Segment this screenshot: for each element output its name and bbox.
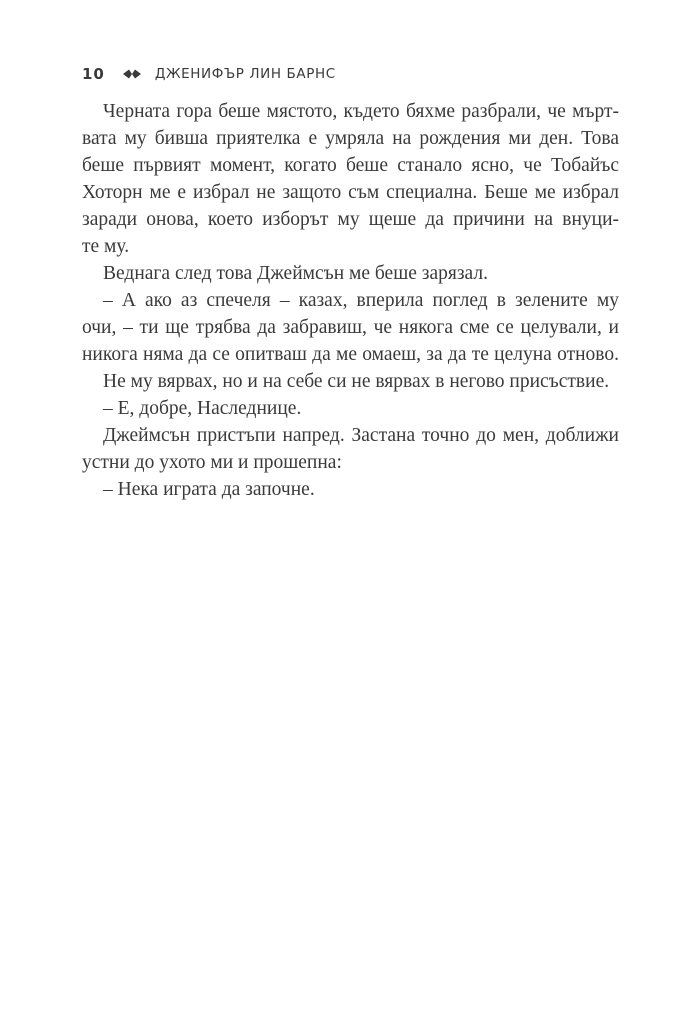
running-head (82, 63, 336, 85)
text-line: Не му вярвах, но и на себе си не вярвах в негово присъствие. (103, 371, 610, 392)
text-line: – Нека играта да започне. (103, 479, 315, 500)
text-line: – Е, добре, Наследнице. (103, 398, 302, 419)
text-line: Джеймсън пристъпи напред. Застана точно до мен, доближи (103, 425, 619, 446)
page-number: 10 (82, 65, 105, 83)
text-line: Веднага след това Джеймсън ме беше зарязал. (103, 263, 488, 284)
text-line: Черната гора беше мястото, където бяхме разбрали, че мърт- (103, 101, 619, 122)
text-line: беше първият момент, когато беше станало ясно, че Тобайъс (82, 155, 619, 176)
text-line: те му. (82, 236, 130, 257)
text-line: Хоторн ме е избрал не защото съм специална. Беше ме избрал (82, 182, 619, 203)
text-line: очи, – ти ще трябва да забравиш, че някога сме се целували, и (82, 317, 619, 338)
text-line: – А ако аз спечеля – казах, вперила поглед в зелените му (103, 290, 619, 311)
text-line: заради онова, което изборът му щеше да причини на внуци- (82, 209, 619, 230)
body-text (82, 98, 619, 503)
text-line: вата му бивша приятелка е умряла на рождения ми ден. Това (82, 128, 619, 149)
diamond-ornament-icon (123, 69, 141, 79)
text-line: никога няма да се опитваш да ме омаеш, за да те целуна отново. (82, 344, 619, 365)
running-head-author: ДЖЕНИФЪР ЛИН БАРНС (154, 66, 336, 82)
text-line: устни до ухото ми и прошепна: (82, 452, 342, 473)
